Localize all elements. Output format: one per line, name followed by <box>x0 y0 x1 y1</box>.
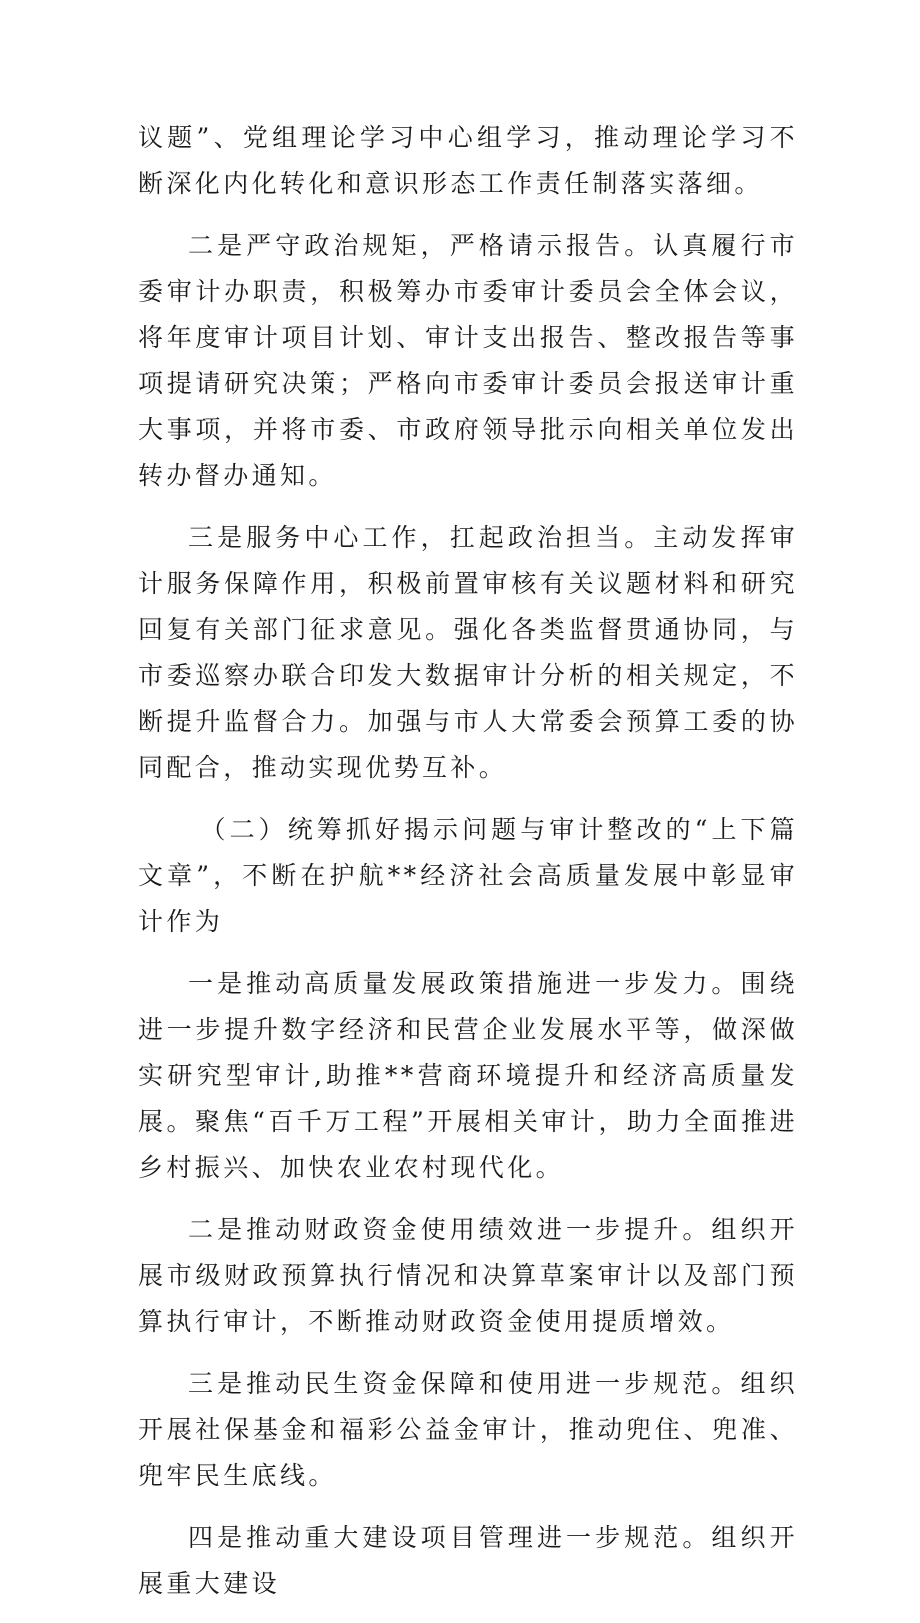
paragraph-serve-center: 三是服务中心工作，扛起政治担当。主动发挥审计服务保障作用，积极前置审核有关议题材料和研究回复有关部门征求意见。强化各类监督贯通协同，与市委巡察办联合印发大数据审计分析的相关规定，不断提升监督合力。加强与市人大常委会预算工委的协同配合，推动实现优势互补。 <box>138 523 798 782</box>
section-heading-two: （二）统筹抓好揭示问题与审计整改的“上下篇文章”，不断在护航**经济社会高质量发展中彰显审计作为 <box>138 815 798 936</box>
paragraph-fiscal-funds: 二是推动财政资金使用绩效进一步提升。组织开展市级财政预算执行情况和决算草案审计以及部门预算执行审计，不断推动财政资金使用提质增效。 <box>138 1215 798 1336</box>
document-body <box>138 115 798 1623</box>
paragraph-policy-measures: 一是推动高质量发展政策措施进一步发力。围绕进一步提升数字经济和民营企业发展水平等，做深做实研究型审计,助推**营商环境提升和经济高质量发展。聚焦“百千万工程”开展相关审计，助力全面推进乡村振兴、加快农业农村现代化。 <box>138 969 798 1182</box>
paragraph-construction-projects: 四是推动重大建设项目管理进一步规范。组织开展重大建设 <box>138 1523 798 1598</box>
paragraph-livelihood-funds: 三是推动民生资金保障和使用进一步规范。组织开展社保基金和福彩公益金审计，推动兜住、兜准、兜牢民生底线。 <box>138 1369 798 1490</box>
paragraph-continuation: 议题”、党组理论学习中心组学习，推动理论学习不断深化内化转化和意识形态工作责任制落实落细。 <box>138 123 798 198</box>
paragraph-political-rules: 二是严守政治规矩，严格请示报告。认真履行市委审计办职责，积极筹办市委审计委员会全体会议，将年度审计项目计划、审计支出报告、整改报告等事项提请研究决策；严格向市委审计委员会报送审计重大事项，并将市委、市政府领导批示向相关单位发出转办督办通知。 <box>138 231 798 490</box>
